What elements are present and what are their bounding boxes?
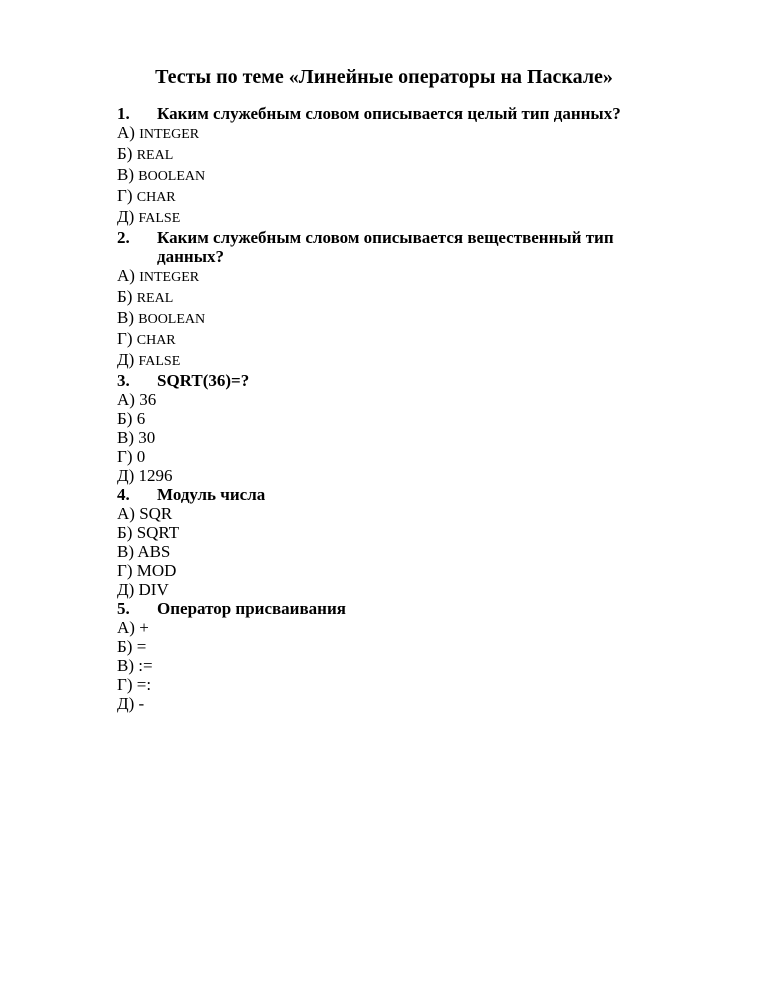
answer-option — [117, 637, 677, 656]
question-4 — [117, 485, 677, 504]
answer-list — [117, 123, 677, 228]
question-block-5 — [117, 599, 677, 713]
question-block-1 — [117, 104, 677, 228]
answer-label: А) — [117, 504, 135, 523]
answer-value: CHAR — [136, 190, 176, 205]
answer-value: CHAR — [136, 333, 176, 348]
answer-value: MOD — [136, 561, 177, 580]
answer-value: + — [139, 618, 149, 637]
answer-list — [117, 504, 677, 599]
answer-option — [117, 144, 677, 165]
answer-label: Д) — [117, 580, 135, 599]
question-number: 4. — [117, 485, 130, 504]
answer-option — [117, 618, 677, 637]
answer-value: := — [138, 656, 153, 675]
answer-value: - — [138, 694, 145, 713]
question-number: 2. — [117, 228, 130, 247]
answer-value: 1296 — [138, 466, 173, 485]
answer-label: Д) — [117, 466, 135, 485]
question-text: Каким служебным словом описывается целый тип данных? — [157, 104, 621, 123]
question-text: SQRT(36)=? — [157, 371, 250, 390]
answer-label: А) — [117, 618, 135, 637]
question-3 — [117, 371, 677, 390]
question-number: 3. — [117, 371, 130, 390]
answer-option — [117, 580, 677, 599]
answer-value: 0 — [136, 447, 146, 466]
answer-value: 30 — [138, 428, 156, 447]
answer-label: Б) — [117, 409, 133, 428]
page-title: Тесты по теме «Линейные операторы на Паскале» — [155, 66, 613, 88]
answer-label: Д) — [117, 694, 135, 713]
answer-list — [117, 266, 677, 371]
answer-value: FALSE — [138, 354, 181, 369]
answer-label: Г) — [117, 186, 133, 205]
answer-value: ABS — [137, 542, 171, 561]
answer-value: =: — [136, 675, 152, 694]
answer-option — [117, 329, 677, 350]
answer-option — [117, 504, 677, 523]
answer-label: В) — [117, 165, 134, 184]
answer-label: Б) — [117, 144, 133, 163]
answer-value: INTEGER — [139, 127, 200, 142]
answer-value: SQRT — [136, 523, 180, 542]
answer-label: Б) — [117, 287, 133, 306]
answer-label: В) — [117, 542, 134, 561]
answer-label: А) — [117, 266, 135, 285]
answer-option — [117, 123, 677, 144]
question-block-4 — [117, 485, 677, 599]
answer-option — [117, 165, 677, 186]
answer-option — [117, 186, 677, 207]
answer-label: А) — [117, 390, 135, 409]
answer-label: В) — [117, 656, 134, 675]
answer-option — [117, 428, 677, 447]
answer-option — [117, 542, 677, 561]
answer-value: DIV — [138, 580, 169, 599]
answer-option — [117, 694, 677, 713]
answer-option — [117, 675, 677, 694]
question-text: Каким служебным словом описывается вещественный тип данных? — [157, 228, 614, 266]
answer-label: Б) — [117, 523, 133, 542]
answer-value: REAL — [136, 148, 174, 163]
answer-label: В) — [117, 308, 134, 327]
answer-option — [117, 656, 677, 675]
answer-label: Д) — [117, 207, 135, 226]
answer-option — [117, 466, 677, 485]
test-content — [117, 104, 677, 713]
answer-option — [117, 523, 677, 542]
answer-value: BOOLEAN — [138, 169, 206, 184]
answer-option — [117, 287, 677, 308]
answer-option — [117, 409, 677, 428]
answer-label: В) — [117, 428, 134, 447]
question-5 — [117, 599, 677, 618]
answer-label: Г) — [117, 561, 133, 580]
question-block-3 — [117, 371, 677, 485]
answer-value: INTEGER — [139, 270, 200, 285]
answer-list — [117, 390, 677, 485]
answer-option — [117, 350, 677, 371]
answer-option — [117, 390, 677, 409]
answer-option — [117, 561, 677, 580]
answer-label: Г) — [117, 447, 133, 466]
answer-label: Г) — [117, 675, 133, 694]
question-text: Оператор присваивания — [157, 599, 346, 618]
answer-option — [117, 266, 677, 287]
answer-value: = — [136, 637, 147, 656]
answer-label: А) — [117, 123, 135, 142]
answer-value: 6 — [136, 409, 146, 428]
answer-option — [117, 447, 677, 466]
answer-value: BOOLEAN — [138, 312, 206, 327]
answer-value: 36 — [139, 390, 157, 409]
answer-option — [117, 308, 677, 329]
answer-label: Д) — [117, 350, 135, 369]
answer-label: Б) — [117, 637, 133, 656]
answer-list — [117, 618, 677, 713]
question-text: Модуль числа — [157, 485, 266, 504]
answer-value: REAL — [136, 291, 174, 306]
question-1 — [117, 104, 677, 123]
answer-value: SQR — [139, 504, 173, 523]
answer-option — [117, 207, 677, 228]
question-block-2 — [117, 228, 677, 371]
question-2 — [117, 228, 677, 266]
answer-label: Г) — [117, 329, 133, 348]
question-number: 1. — [117, 104, 130, 123]
question-number: 5. — [117, 599, 130, 618]
answer-value: FALSE — [138, 211, 181, 226]
